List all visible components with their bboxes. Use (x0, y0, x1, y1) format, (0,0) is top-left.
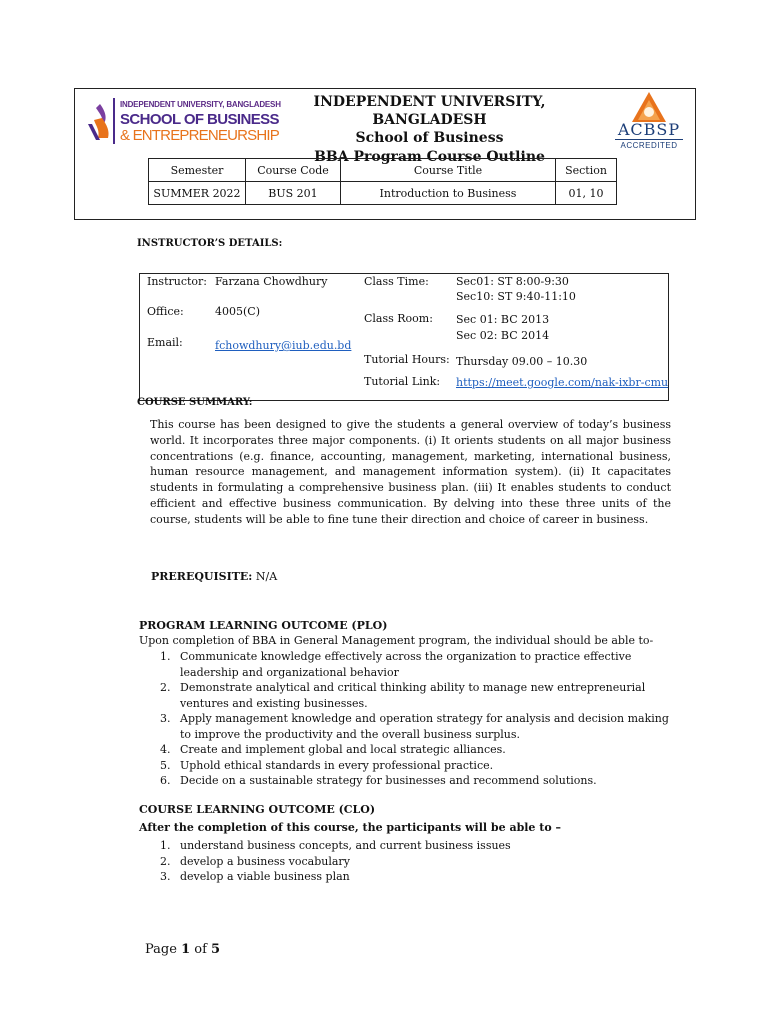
list-item-text: Decide on a sustainable strategy for businesses and recommend solutions. (180, 774, 597, 787)
list-item (160, 742, 678, 758)
class-room-sec01: Sec 01: BC 2013 (456, 313, 550, 326)
plo-list (160, 649, 678, 789)
tutorial-hours-label: Tutorial Hours: (364, 353, 450, 366)
page-number (145, 942, 220, 957)
class-time-label: Class Time: (364, 275, 429, 288)
tutorial-hours-value: Thursday 09.00 – 10.30 (456, 355, 588, 368)
list-item-number: 2. (160, 681, 171, 694)
acbsp-text: ACBSP (617, 120, 681, 139)
list-item-number: 3. (160, 870, 171, 883)
course-info-table (148, 158, 617, 205)
instructor-heading: INSTRUCTOR’S DETAILS: (137, 238, 283, 249)
of-word: of (190, 942, 212, 957)
clo-intro: After the completion of this course, the participants will be able to – (139, 821, 562, 834)
logo-line-university: INDEPENDENT UNIVERSITY, BANGLADESH (120, 100, 281, 109)
header-cell: Semester (149, 159, 246, 182)
office-label: Office: (147, 305, 184, 318)
list-item (160, 838, 660, 854)
document-title (262, 93, 597, 167)
instructor-value: Farzana Chowdhury (215, 275, 328, 288)
table-cell: 01, 10 (556, 182, 617, 205)
list-item-number: 2. (160, 854, 171, 868)
prerequisite-label: PREREQUISITE: (151, 570, 253, 583)
list-item (160, 773, 678, 789)
list-item-text: understand business concepts, and current business issues (180, 839, 511, 852)
list-item (160, 758, 678, 774)
office-value: 4005(C) (215, 305, 260, 318)
header-cell: Section (556, 159, 617, 182)
list-item-number: 6. (160, 774, 171, 787)
class-time-sec10: Sec10: ST 9:40-11:10 (456, 290, 576, 303)
instructor-label: Instructor: (147, 275, 208, 288)
university-name: INDEPENDENT UNIVERSITY, BANGLADESH (313, 94, 546, 128)
total-pages: 5 (211, 942, 221, 957)
current-page: 1 (181, 942, 191, 957)
class-time-sec01: Sec01: ST 8:00-9:30 (456, 275, 569, 288)
tutorial-link[interactable]: https://meet.google.com/nak-ixbr-cmu (456, 376, 669, 389)
table-cell: Introduction to Business (341, 182, 556, 205)
list-item (160, 680, 678, 711)
email-link[interactable]: fchowdhury@iub.edu.bd (215, 339, 352, 352)
list-item-number: 4. (160, 743, 171, 756)
plo-heading: PROGRAM LEARNING OUTCOME (PLO) (139, 619, 388, 632)
page-word: Page (145, 942, 182, 957)
list-item (160, 869, 660, 885)
list-item-text: Uphold ethical standards in every professional practice. (180, 758, 494, 772)
clo-heading: COURSE LEARNING OUTCOME (CLO) (139, 803, 376, 816)
plo-intro: Upon completion of BBA in General Management program, the individual should be able to- (139, 634, 654, 647)
school-name: School of Business (355, 130, 504, 146)
flame-logo-icon (82, 98, 118, 144)
list-item-number: 1. (160, 839, 171, 852)
table-cell: SUMMER 2022 (149, 182, 246, 205)
clo-list (160, 838, 660, 885)
tutorial-link-label: Tutorial Link: (364, 375, 441, 388)
header-cell: Course Code (246, 159, 341, 182)
email-label: Email: (147, 336, 183, 349)
list-item-number: 1. (160, 650, 171, 663)
header-cell: Course Title (341, 159, 556, 182)
table-row (149, 182, 617, 205)
list-item-number: 3. (160, 712, 171, 725)
table-header-row (149, 159, 617, 182)
summary-heading: COURSE SUMMARY: (137, 397, 253, 408)
list-item (160, 649, 678, 680)
class-room-sec02: Sec 02: BC 2014 (456, 329, 550, 342)
list-item-text: develop a viable business plan (180, 870, 350, 883)
list-item-number: 5. (160, 758, 171, 772)
list-item-text: Demonstrate analytical and critical thinking ability to manage new entrepreneurial ventures and existing businesses. (180, 681, 646, 710)
school-logo (82, 94, 281, 150)
list-item-text: develop a business vocabulary (180, 854, 350, 868)
logo-line-entrepreneurship: & ENTREPRENEURSHIP (120, 127, 279, 144)
accredited-text: ACCREDITED (615, 139, 683, 150)
summary-text: This course has been designed to give the students a general overview of today’s business world. It incorporates three major components. (i) It orients students on all major business concentrations (e.g. finance, accounting, management, marketing, international business, human resource management, and management information system). (ii) It capacitates students in formulating a comprehensive business plan. (iii) It enables students to conduct efficient and effective business communication. By delving into these three units of the course, students will be able to fine tune their direction and choice of career in business. (150, 418, 671, 526)
prerequisite-value: N/A (252, 570, 278, 583)
list-item-text: Create and implement global and local strategic alliances. (180, 743, 506, 756)
class-room-label: Class Room: (364, 312, 433, 325)
prerequisite (151, 570, 277, 583)
list-item-text: Apply management knowledge and operation strategy for analysis and decision making to improve the productivity and the overall business surplus. (180, 712, 669, 741)
table-cell: BUS 201 (246, 182, 341, 205)
list-item (160, 854, 660, 870)
logo-line-school: SCHOOL OF BUSINESS (120, 111, 279, 128)
list-item (160, 711, 678, 742)
list-item-text: Communicate knowledge effectively across the organization to practice effective leadership and organizational behavior (180, 650, 632, 679)
program-title: BBA Program Course Outline (314, 149, 545, 165)
sunburst-icon (632, 92, 666, 122)
acbsp-logo (612, 92, 686, 152)
